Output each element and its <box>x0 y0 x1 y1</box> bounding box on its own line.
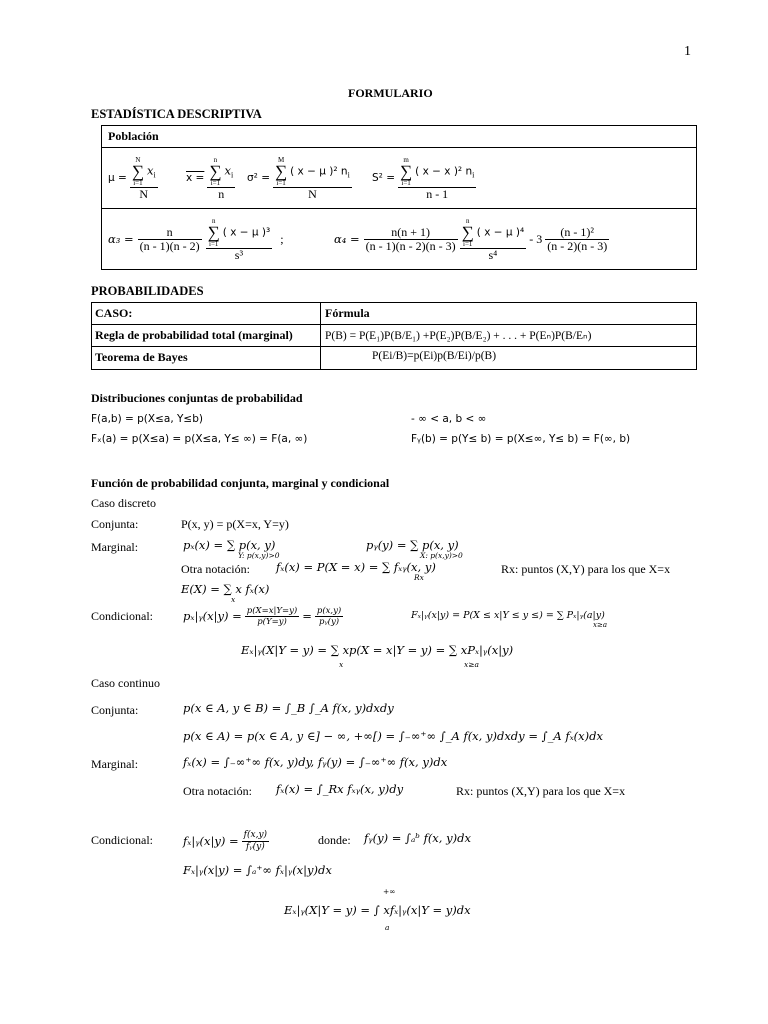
continuo-condicional-F: Fₓ|ᵧ(x|y) = ∫ₐ⁺∞ fₓ|ᵧ(x|y)dx <box>183 863 332 877</box>
discreto-expectation-sub: x <box>231 595 236 604</box>
s2-fraction: m ∑ i=1 ( x − x )² $n_i$ n - 1 <box>400 155 475 201</box>
alpha4-fraction-3: $\frac{\text{(n - 1)²}}{(n - 2)(n - 3)}$ <box>547 224 608 253</box>
caso-continuo-heading: Caso continuo <box>91 676 160 690</box>
continuo-condicional-formula: fₓ|ᵧ(x|y) = $\frac{f(x,y)}{\text{fᵧ(y)}}$ <box>183 829 268 852</box>
section-estadistica: ESTADÍSTICA DESCRIPTIVA <box>91 107 262 121</box>
continuo-conjunta-formula-2: p(x ∈ A) = p(x ∈ A, y ∈] − ∞, +∞[) = ∫₋∞⁺∞ ∫_A f(x, y)dxdy = ∫_A fₓ(x)dx <box>183 729 603 743</box>
discreto-conjunta-label: Conjunta: <box>91 517 139 531</box>
continuo-otra-label: Otra notación: <box>183 784 252 798</box>
poblacion-divider-2 <box>101 208 697 209</box>
page-title: FORMULARIO <box>348 86 433 100</box>
discreto-condicional-E: Eₓ|ᵧ(X|Y = y) = ∑ xp(X = x|Y = y) = ∑ xPₓ|ᵧ(x|y) <box>241 643 514 657</box>
prob-header-caso: CASO: <box>95 306 133 320</box>
alpha3-fraction-1: $\frac{n}{(n - 1)(n - 2)}$ <box>139 224 200 253</box>
continuo-donde-label: donde: <box>318 833 351 847</box>
prob-row-1-formula: P(B) = P(E₁)P(B/E₁) +P(E₂)P(B/E₂) + . . . + P(Eₙ)P(B/Eₙ) <box>325 330 592 342</box>
section-probabilidades: PROBABILIDADES <box>91 284 204 298</box>
continuo-condicional-label: Condicional: <box>91 833 153 847</box>
continuo-rx-note: Rx: puntos (X,Y) para los que X=x <box>456 784 626 798</box>
formula-s2: S² = m ∑ i=1 ( x − x )² $n_i$ n - 1 <box>372 155 475 201</box>
alpha4-fraction-1: $\frac{n(n + 1)}{(n - 1)(n - 2)(n - 3)}$ <box>365 224 456 253</box>
continuo-otra-formula: fₓ(x) = ∫_Rx fₓᵧ(x, y)dy <box>276 782 404 796</box>
discreto-rx-note: Rx: puntos (X,Y) para los que X=x <box>501 562 671 576</box>
xbar-fraction: n ∑ i=1 $x_i$ n <box>209 155 234 201</box>
continuo-condicional-E-bot: a <box>385 923 390 932</box>
discreto-marginal-px: pₓ(x) = ∑ p(x, y) <box>183 538 276 552</box>
dist-line-1-right: - ∞ < a, b < ∞ <box>411 413 487 425</box>
discreto-condicional-formula: pₓ|ᵧ(x|y) = $\frac{p(X=x|Y=y)}{p(Y=y)}$ = $\frac{p(x,y)}{\text{pᵧ(y)}}$ <box>183 605 342 627</box>
discreto-marginal-label: Marginal: <box>91 540 139 554</box>
continuo-condicional-E: Eₓ|ᵧ(X|Y = y) = ∫ xfₓ|ᵧ(x|Y = y)dx <box>284 903 471 917</box>
section-funcion: Función de probabilidad conjunta, marginal y condicional <box>91 476 390 490</box>
discreto-condicional-F: Fₓ|ᵧ(x|y) = P(X ≤ x|Y ≤ y ≤) = ∑ Pₓ|ᵧ(a|y) <box>411 610 605 621</box>
dist-line-2-right: Fᵧ(b) = p(Y≤ b) = p(X≤∞, Y≤ b) = F(∞, b) <box>411 433 631 445</box>
prob-row-1-caso: Regla de probabilidad total (marginal) <box>95 328 293 342</box>
formula-xbar: x = n ∑ i=1 $x_i$ n <box>186 155 234 201</box>
discreto-otra-formula: fₓ(x) = P(X = x) = ∑ fₓᵧ(x, y) <box>276 560 436 574</box>
sigma2-fraction: M ∑ i=1 ( x − μ )² $n_i$ N <box>275 155 350 201</box>
discreto-condicional-E-sub2: x≥a <box>464 660 479 669</box>
alpha4-fraction-2: n ∑ i=1 ( x − μ )⁴ s⁴ <box>461 216 525 262</box>
prob-header-formula: Fórmula <box>325 306 370 320</box>
continuo-marginal-formula: fₓ(x) = ∫₋∞⁺∞ f(x, y)dy, fᵧ(y) = ∫₋∞⁺∞ f(x, y)dx <box>183 755 448 769</box>
alpha3-fraction-2: n ∑ i=1 ( x − μ )³ s³ <box>207 216 271 262</box>
prob-row-2-caso: Teorema de Bayes <box>95 350 188 364</box>
formula-sigma2: σ² = M ∑ i=1 ( x − μ )² $n_i$ N <box>247 155 350 201</box>
continuo-condicional-E-top: +∞ <box>383 887 396 896</box>
discreto-condicional-F-sub: x≥a <box>593 621 607 629</box>
caso-discreto-heading: Caso discreto <box>91 496 156 510</box>
continuo-conjunta-label: Conjunta: <box>91 703 139 717</box>
mu-fraction: N ∑ i=1 $x_i$ N <box>131 155 156 201</box>
page-number: 1 <box>684 44 691 59</box>
dist-line-1-left: F(a,b) = p(X≤a, Y≤b) <box>91 413 203 425</box>
continuo-conjunta-formula: p(x ∈ A, y ∈ B) = ∫_B ∫_A f(x, y)dxdy <box>183 701 394 715</box>
discreto-marginal-py-sub: X: p(x,y)>0 <box>420 551 463 560</box>
prob-row-2-formula: P(Ei/B)=p(Ei)p(B/Ei)/p(B) <box>372 350 497 362</box>
poblacion-divider-1 <box>101 147 697 148</box>
continuo-donde-formula: fᵧ(y) = ∫ₐᵇ f(x, y)dx <box>364 831 471 845</box>
dist-line-2-left: Fₓ(a) = p(X≤a) = p(X≤a, Y≤ ∞) = F(a, ∞) <box>91 433 308 445</box>
poblacion-label: Población <box>108 129 159 143</box>
discreto-otra-sub: Rx <box>414 573 424 582</box>
continuo-marginal-label: Marginal: <box>91 757 139 771</box>
discreto-condicional-label: Condicional: <box>91 609 153 623</box>
section-distribuciones: Distribuciones conjuntas de probabilidad <box>91 391 303 405</box>
discreto-otra-label: Otra notación: <box>181 562 250 576</box>
formula-mu: μ = N ∑ i=1 $x_i$ N <box>108 155 156 201</box>
discreto-marginal-py: pᵧ(y) = ∑ p(x, y) <box>366 538 459 552</box>
discreto-marginal-px-sub: Y: p(x,y)>0 <box>238 551 280 560</box>
formula-alpha3: α₃ = $\frac{n}{(n - 1)(n - 2)}$ n ∑ i=1 ( x − μ )³ s³ ; <box>108 216 284 262</box>
discreto-conjunta-formula: P(x, y) = p(X=x, Y=y) <box>181 517 289 531</box>
discreto-condicional-E-sub1: x <box>339 660 344 669</box>
formula-alpha4: α₄ = $\frac{n(n + 1)}{(n - 1)(n - 2)(n - 3)}$ n ∑ i=1 ( x − μ )⁴ s⁴ - 3 $\frac{\text{(n - 1)²}}{(n - 2)(n - 3)}$ <box>334 216 608 262</box>
discreto-expectation: E(X) = ∑ x fₓ(x) <box>181 582 270 596</box>
